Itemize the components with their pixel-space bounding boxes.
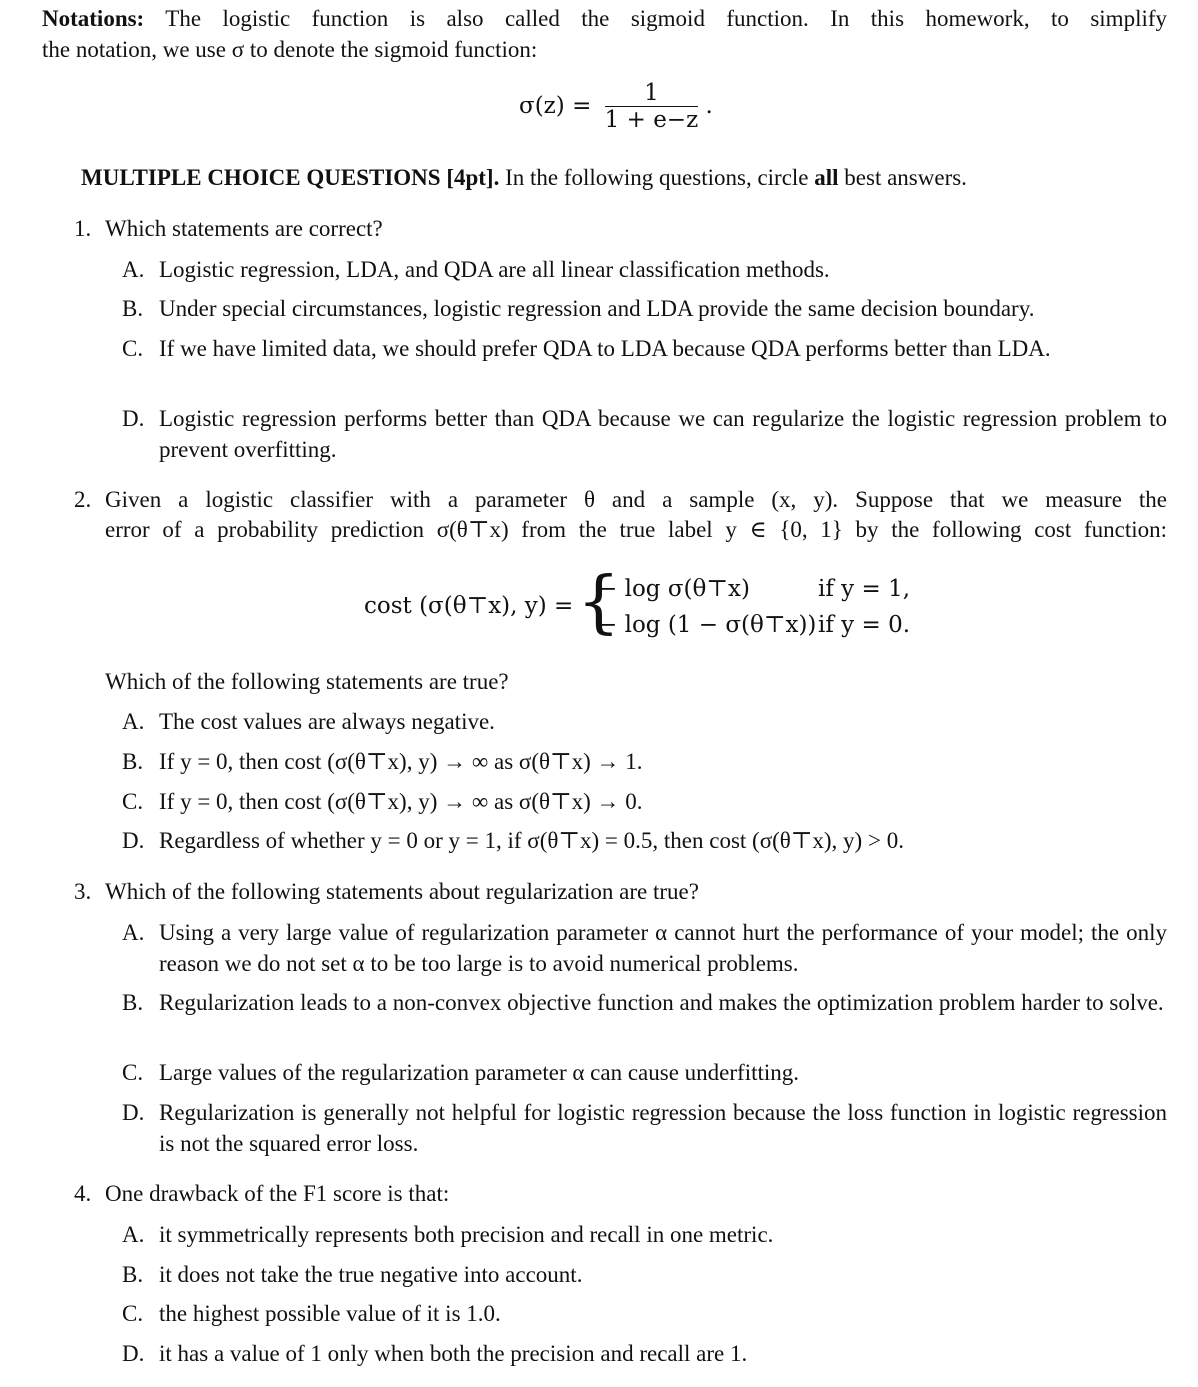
mcq-instruction-pre: In the following questions, circle	[505, 165, 809, 190]
sigmoid-fraction	[605, 80, 699, 133]
option-label: D.	[122, 406, 145, 431]
option-text: Regardless of whether y = 0 or y = 1, if σ(θ⊤x) = 0.5, then cost (σ(θ⊤x), y) > 0.	[159, 828, 904, 853]
sigmoid-numerator: 1	[605, 80, 699, 107]
question-3-option-d[interactable]	[122, 1097, 1167, 1159]
option-text: Using a very large value of regularization parameter α cannot hurt the performance of your model; the only reason we do not set α to be too large is to avoid numerical problems.	[159, 920, 1167, 976]
option-label: B.	[122, 749, 144, 774]
question-4-option-c[interactable]	[122, 1298, 501, 1329]
question-2-option-a[interactable]	[122, 706, 495, 737]
question-2-stem-line-1: Given a logistic classifier with a parameter θ and a sample (x, y). Suppose that we measure the	[105, 487, 1167, 512]
option-label: A.	[122, 709, 145, 734]
question-1-number: 1.	[74, 216, 92, 241]
question-2-option-d[interactable]	[122, 825, 904, 856]
sigmoid-denominator: 1 + e−z	[604, 107, 699, 133]
question-4-option-d[interactable]	[122, 1338, 747, 1369]
option-label: B.	[122, 296, 144, 321]
option-label: A.	[122, 257, 145, 282]
mcq-instruction-bold: all	[814, 165, 839, 190]
notations-line-2: the notation, we use σ to denote the sigmoid function:	[42, 37, 538, 62]
option-label: C.	[122, 1301, 144, 1326]
option-text: it has a value of 1 only when both the precision and recall are 1.	[159, 1341, 748, 1366]
question-3-stem	[74, 876, 699, 907]
question-1-option-a[interactable]	[122, 254, 830, 285]
question-2-number: 2.	[74, 487, 92, 512]
question-3-text: Which of the following statements about regularization are true?	[105, 879, 699, 904]
option-label: C.	[122, 336, 144, 361]
question-4-text: One drawback of the F1 score is that:	[105, 1181, 450, 1206]
question-4-option-a[interactable]	[122, 1219, 773, 1250]
option-text: Logistic regression, LDA, and QDA are all linear classification methods.	[159, 257, 830, 282]
question-1-option-d[interactable]	[122, 403, 1167, 465]
question-1-text: Which statements are correct?	[105, 216, 383, 241]
option-label: B.	[122, 1262, 144, 1287]
option-label: A.	[122, 920, 145, 945]
question-1-option-b[interactable]	[122, 293, 1034, 324]
question-4-number: 4.	[74, 1181, 92, 1206]
option-label: D.	[122, 828, 145, 853]
option-text: If we have limited data, we should prefer QDA to LDA because QDA performs better than LDA.	[159, 336, 1051, 361]
option-label: A.	[122, 1222, 145, 1247]
question-2-stem-line-2: error of a probability prediction σ(θ⊤x) from the true label y ∈ {0, 1} by the following cost function:	[105, 517, 1167, 542]
cases-brace: {	[577, 563, 621, 642]
cost-case-1-expr: − log σ(θ⊤x)	[598, 576, 750, 602]
cost-case-1-cond: if y = 1,	[818, 576, 911, 602]
question-1-stem	[74, 213, 383, 244]
option-text: Logistic regression performs better than QDA because we can regularize the logistic regression problem to prevent overfitting.	[159, 406, 1167, 462]
question-2-followup: Which of the following statements are true?	[105, 669, 509, 694]
option-label: C.	[122, 789, 144, 814]
option-text: The cost values are always negative.	[159, 709, 495, 734]
question-3-number: 3.	[74, 879, 92, 904]
option-label: C.	[122, 1060, 144, 1085]
sigmoid-formula-lhs: σ(z) =	[519, 93, 592, 119]
option-text: If y = 0, then cost (σ(θ⊤x), y) → ∞ as σ(θ⊤x) → 1.	[159, 749, 643, 774]
mcq-instruction-post: best answers.	[844, 165, 967, 190]
question-3-option-a[interactable]	[122, 917, 1167, 979]
option-text: it does not take the true negative into account.	[159, 1262, 583, 1287]
option-text: Regularization leads to a non-convex objective function and makes the optimization problem harder to solve.	[159, 990, 1164, 1015]
option-text: If y = 0, then cost (σ(θ⊤x), y) → ∞ as σ(θ⊤x) → 0.	[159, 789, 643, 814]
cost-case-2-expr: − log (1 − σ(θ⊤x))	[598, 612, 817, 638]
question-4-stem	[74, 1178, 449, 1209]
cost-function-lhs: cost (σ(θ⊤x), y) =	[364, 593, 574, 619]
notations-text-1: The logistic function is also called the sigmoid function. In this homework, to simplify	[165, 6, 1168, 31]
question-4-option-b[interactable]	[122, 1259, 582, 1290]
notations-heading: Notations:	[42, 6, 145, 31]
question-2-option-b[interactable]	[122, 746, 643, 777]
question-3-option-b[interactable]	[122, 987, 1167, 1018]
option-text: Regularization is generally not helpful for logistic regression because the loss function in logistic regression is not the squared error loss.	[159, 1100, 1167, 1156]
mcq-heading: MULTIPLE CHOICE QUESTIONS [4pt].	[81, 165, 500, 190]
option-text: the highest possible value of it is 1.0.	[159, 1301, 501, 1326]
option-label: D.	[122, 1341, 145, 1366]
option-text: it symmetrically represents both precision and recall in one metric.	[159, 1222, 774, 1247]
cost-case-2-cond: if y = 0.	[818, 612, 911, 638]
notations-line-1	[42, 3, 1167, 34]
sigmoid-formula	[519, 80, 713, 142]
question-2-option-c[interactable]	[122, 786, 643, 817]
option-text: Large values of the regularization parameter α can cause underfitting.	[159, 1060, 800, 1085]
question-1-option-c[interactable]	[122, 333, 1167, 364]
sigmoid-formula-period: .	[705, 93, 713, 119]
option-label: D.	[122, 1100, 145, 1125]
mcq-heading-line	[81, 162, 967, 193]
option-text: Under special circumstances, logistic regression and LDA provide the same decision boundary.	[159, 296, 1035, 321]
option-label: B.	[122, 990, 144, 1015]
question-3-option-c[interactable]	[122, 1057, 799, 1088]
